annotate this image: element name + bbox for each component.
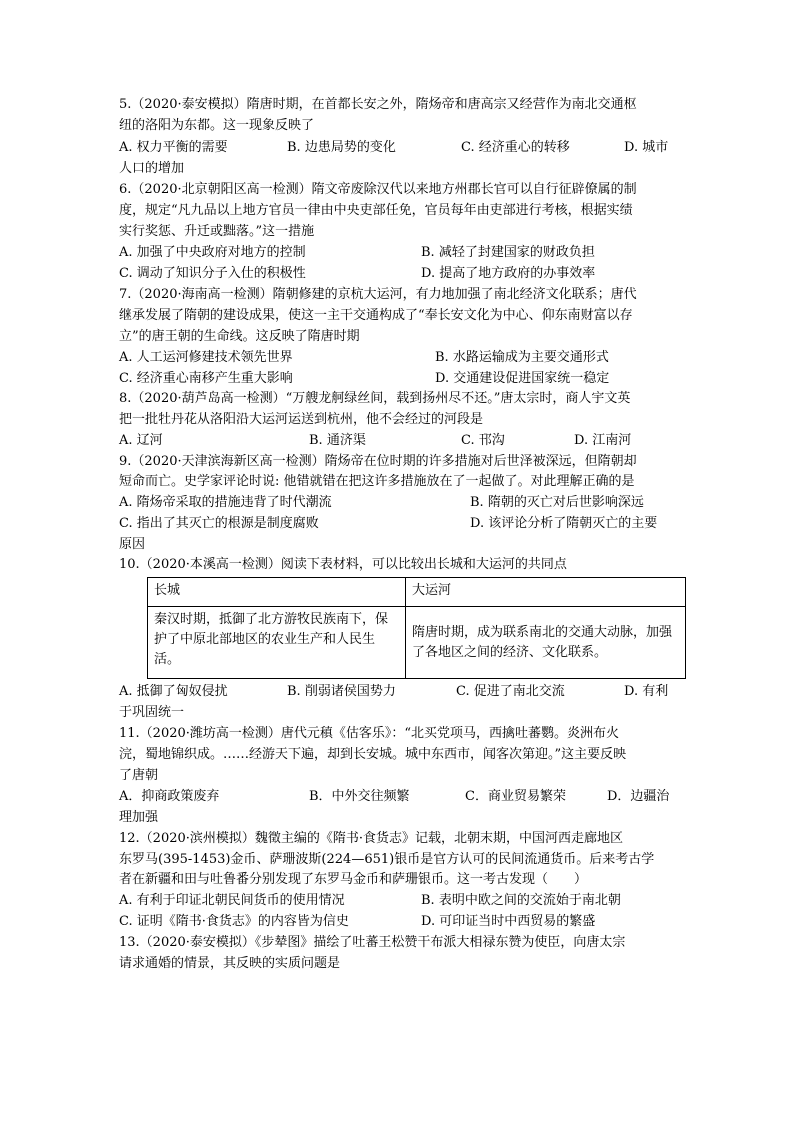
q6-stem-line-3: 实行奖惩、升迁或黜落。”这一措施 bbox=[119, 224, 315, 239]
q8-option-c: C. 邗沟 bbox=[461, 433, 505, 448]
q12-option-c: C. 证明《隋书·食货志》的内容皆为信史 bbox=[119, 914, 349, 929]
q7-option-d: D. 交通建设促进国家统一稳定 bbox=[435, 371, 610, 386]
q12-option-d: D. 可印证当时中西贸易的繁盛 bbox=[421, 914, 596, 929]
q12-stem-line-2: 东罗马(395-1453)金币、萨珊波斯(224—651)银币是官方认可的民间流通货币。后来考古学 bbox=[119, 852, 655, 867]
q10-option-d: D. 有利 bbox=[624, 684, 669, 699]
q12-option-b: B. 表明中欧之间的交流始于南北朝 bbox=[421, 893, 621, 908]
q8-option-b: B. 通济渠 bbox=[309, 433, 366, 448]
q5-option-a: A. 权力平衡的需要 bbox=[119, 140, 228, 155]
q7-option-b: B. 水路运输成为主要交通形式 bbox=[435, 350, 609, 365]
q7-stem-line-2: 继承发展了隋朝的建设成果，使这一主干交通构成了“奉长安文化为中心、仰东南财富以存 bbox=[119, 308, 633, 323]
q7-stem-line-3: 立”的唐王朝的生命线。这反映了隋唐时期 bbox=[119, 329, 360, 344]
q11-stem-line-2: 浣，蜀地锦织成。……经游天下遍，却到长安城。城中东西市，闻客次第迎。”这主要反映 bbox=[119, 747, 627, 762]
q5-option-wrap: 人口的增加 bbox=[119, 161, 185, 176]
q9-option-d: D. 该评论分析了隋朝灭亡的主要 bbox=[470, 516, 658, 531]
q9-stem-line-2: 短命而亡。史学家评论时说: 他错就错在把这许多措施放在了一起做了。对此理解正确的是 bbox=[119, 474, 635, 489]
q10-option-wrap: 于巩固统一 bbox=[119, 705, 185, 720]
q10-option-b: B. 削弱诸侯国势力 bbox=[287, 684, 396, 699]
q11-option-b: B．中外交往频繁 bbox=[309, 789, 410, 804]
q6-option-b: B. 减轻了封建国家的财政负担 bbox=[421, 245, 595, 260]
q9-option-c: C. 指出了其灭亡的根源是制度腐败 bbox=[119, 516, 319, 531]
q12-stem-line-1: 12.（2020·滨州模拟）魏徵主编的《隋书·食货志》记载，北朝末期，中国河西走廊地区 bbox=[119, 831, 624, 846]
q13-stem-line-2: 请求通婚的情景，其反映的实质问题是 bbox=[119, 956, 341, 971]
q6-option-c: C. 调动了知识分子入仕的积极性 bbox=[119, 266, 306, 281]
table-cell: 隋唐时期，成为联系南北的交通大动脉，加强了各地区之间的经济、文化联系。 bbox=[406, 607, 686, 679]
q10-option-a: A. 抵御了匈奴侵扰 bbox=[119, 684, 228, 699]
q11-option-d: D．边疆治 bbox=[607, 789, 670, 804]
q9-option-a: A. 隋炀帝采取的措施违背了时代潮流 bbox=[119, 495, 332, 510]
table-header-row bbox=[148, 578, 686, 607]
q7-option-c: C. 经济重心南移产生重大影响 bbox=[119, 371, 293, 386]
q7-stem-line-1: 7.（2020·海南高一检测）隋朝修建的京杭大运河，有力地加强了南北经济文化联系；唐代 bbox=[119, 287, 637, 302]
q8-stem-line-1: 8.（2020·葫芦岛高一检测）“万艘龙舸绿丝间，载到扬州尽不还。”唐太宗时，商人宇文英 bbox=[119, 391, 631, 406]
q11-option-wrap: 理加强 bbox=[119, 810, 159, 825]
q6-option-a: A. 加强了中央政府对地方的控制 bbox=[119, 245, 306, 260]
table-header-cell: 大运河 bbox=[406, 578, 686, 607]
q8-stem-line-2: 把一批牡丹花从洛阳沿大运河运送到杭州，他不会经过的河段是 bbox=[119, 412, 484, 427]
q10-option-c: C. 促进了南北交流 bbox=[456, 684, 565, 699]
q9-option-wrap: 原因 bbox=[119, 537, 146, 552]
q11-stem-line-3: 了唐朝 bbox=[119, 768, 159, 783]
table-cell: 秦汉时期，抵御了北方游牧民族南下，保护了中原北部地区的农业生产和人民生活。 bbox=[148, 607, 406, 679]
q6-stem-line-1: 6.（2020·北京朝阳区高一检测）隋文帝废除汉代以来地方州郡长官可以自行征辟僚属的制 bbox=[119, 182, 637, 197]
q11-stem-line-1: 11.（2020·潍坊高一检测）唐代元稹《估客乐》：“北买党项马，西擒吐蕃鹦。炎洲布火 bbox=[119, 726, 620, 741]
q5-stem-line-1: 5.（2020·泰安模拟）隋唐时期，在首都长安之外，隋炀帝和唐高宗又经营作为南北交通枢 bbox=[119, 97, 637, 112]
q11-option-a: A．抑商政策废弃 bbox=[119, 789, 220, 804]
q11-option-c: C．商业贸易繁荣 bbox=[465, 789, 566, 804]
q5-option-c: C. 经济重心的转移 bbox=[461, 140, 570, 155]
q7-option-a: A. 人工运河修建技术领先世界 bbox=[119, 350, 293, 365]
comparison-table bbox=[147, 577, 686, 679]
q13-stem-line-1: 13.（2020·泰安模拟）《步辇图》描绘了吐蕃王松赞干布派大相禄东赞为使臣，向唐太宗 bbox=[119, 935, 626, 950]
q12-option-a: A. 有利于印证北朝民间货币的使用情况 bbox=[119, 893, 345, 908]
q6-option-d: D. 提高了地方政府的办事效率 bbox=[421, 266, 596, 281]
q5-option-d: D. 城市 bbox=[624, 140, 669, 155]
q9-stem-line-1: 9.（2020·天津滨海新区高一检测）隋炀帝在位时期的许多措施对后世泽被深远，但隋朝却 bbox=[119, 454, 637, 469]
q5-stem-line-2: 纽的洛阳为东都。这一现象反映了 bbox=[119, 118, 315, 133]
q6-stem-line-2: 度，规定“凡九品以上地方官员一律由中央吏部任免，官员每年由吏部进行考核，根据实绩 bbox=[119, 203, 633, 218]
table-header-cell: 长城 bbox=[148, 578, 406, 607]
q12-stem-line-3: 者在新疆和田与吐鲁番分别发现了东罗马金币和萨珊银币。这一考古发现（ ） bbox=[119, 872, 588, 887]
q10-stem-line-1: 10.（2020·本溪高一检测）阅读下表材料，可以比较出长城和大运河的共同点 bbox=[119, 557, 567, 572]
q8-option-d: D. 江南河 bbox=[574, 433, 632, 448]
q9-option-b: B. 隋朝的灭亡对后世影响深远 bbox=[470, 495, 644, 510]
q8-option-a: A. 辽河 bbox=[119, 433, 163, 448]
q5-option-b: B. 边患局势的变化 bbox=[287, 140, 396, 155]
table-row bbox=[148, 607, 686, 679]
